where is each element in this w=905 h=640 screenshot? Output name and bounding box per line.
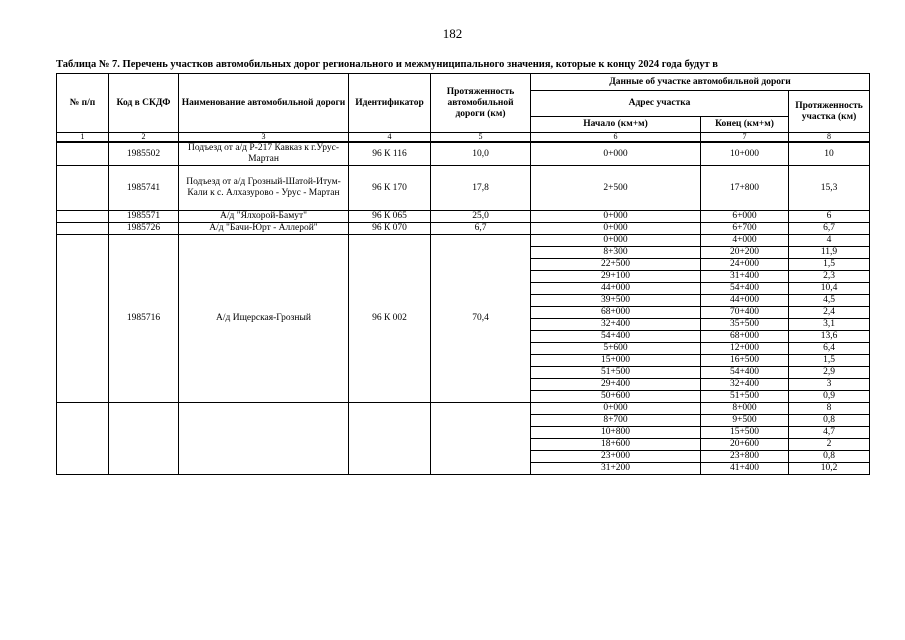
segment-length: 4: [789, 235, 870, 247]
table-row: [57, 166, 870, 211]
segment-start: 0+000: [531, 223, 701, 235]
segment-end: 12+000: [701, 343, 789, 355]
segment-end: 17+800: [701, 166, 789, 211]
table-title: Таблица № 7. Перечень участков автомобильных дорог регионального и межмуниципального значения, которые к концу 2024 года будут в: [56, 59, 718, 70]
segment-start: 68+000: [531, 307, 701, 319]
segment-end: 54+400: [701, 283, 789, 295]
segment-end: 32+400: [701, 379, 789, 391]
segment-start: 18+600: [531, 439, 701, 451]
roads-table: [56, 73, 870, 475]
segment-start: 5+600: [531, 343, 701, 355]
segment-end: 51+500: [701, 391, 789, 403]
segment-start: 0+000: [531, 235, 701, 247]
segment-end: 20+200: [701, 247, 789, 259]
segment-length: 4,7: [789, 427, 870, 439]
column-number: 1: [57, 133, 109, 143]
header-section-length: Протяженность участка (км): [789, 91, 870, 133]
road-identifier: 96 К 002: [349, 235, 431, 403]
header-section-data: Данные об участке автомобильной дороги: [531, 74, 870, 91]
column-number: 4: [349, 133, 431, 143]
column-number: 6: [531, 133, 701, 143]
segment-length: 0,8: [789, 451, 870, 463]
road-name: А/д "Бачи-Юрт - Аллерой": [179, 223, 349, 235]
segment-length: 10,4: [789, 283, 870, 295]
road-identifier: [349, 403, 431, 475]
segment-length: 3: [789, 379, 870, 391]
road-identifier: 96 К 065: [349, 211, 431, 223]
road-name: А/д Ищерская-Грозный: [179, 235, 349, 403]
segment-end: 70+400: [701, 307, 789, 319]
road-name: Подъезд от а/д Грозный-Шатой-Итум-Кали к с. Алхазурово - Урус - Мартан: [179, 166, 349, 211]
road-length: 17,8: [431, 166, 531, 211]
segment-end: 31+400: [701, 271, 789, 283]
segment-length: 0,8: [789, 415, 870, 427]
header-end: Конец (км+м): [701, 117, 789, 133]
road-code: 1985716: [109, 235, 179, 403]
segment-end: 20+600: [701, 439, 789, 451]
road-number: [57, 166, 109, 211]
header-no: № п/п: [57, 74, 109, 133]
column-number: 5: [431, 133, 531, 143]
road-number: [57, 211, 109, 223]
road-length: [431, 403, 531, 475]
segment-end: 15+500: [701, 427, 789, 439]
road-code: [109, 403, 179, 475]
road-length: 25,0: [431, 211, 531, 223]
road-name: А/д "Ялхорой-Бамут": [179, 211, 349, 223]
segment-length: 3,1: [789, 319, 870, 331]
header-road-name: Наименование автомобильной дороги: [179, 74, 349, 133]
header-identifier: Идентификатор: [349, 74, 431, 133]
road-name: [179, 403, 349, 475]
header-road-length: Протяженность автомобильной дороги (км): [431, 74, 531, 133]
table-row: [57, 142, 870, 166]
table-row: [57, 235, 870, 247]
segment-start: 23+000: [531, 451, 701, 463]
segment-end: 6+000: [701, 211, 789, 223]
segment-end: 44+000: [701, 295, 789, 307]
segment-length: 2,3: [789, 271, 870, 283]
table-row: [57, 211, 870, 223]
segment-end: 24+000: [701, 259, 789, 271]
road-identifier: 96 К 070: [349, 223, 431, 235]
segment-length: 11,9: [789, 247, 870, 259]
segment-end: 10+000: [701, 142, 789, 166]
column-number: 2: [109, 133, 179, 143]
road-number: [57, 142, 109, 166]
segment-start: 31+200: [531, 463, 701, 475]
segment-length: 15,3: [789, 166, 870, 211]
segment-start: 8+300: [531, 247, 701, 259]
segment-length: 4,5: [789, 295, 870, 307]
segment-start: 29+400: [531, 379, 701, 391]
table-row: [57, 223, 870, 235]
road-code: 1985726: [109, 223, 179, 235]
road-length: 70,4: [431, 235, 531, 403]
segment-length: 1,5: [789, 355, 870, 367]
segment-start: 10+800: [531, 427, 701, 439]
column-number: 7: [701, 133, 789, 143]
segment-end: 35+500: [701, 319, 789, 331]
segment-length: 6,4: [789, 343, 870, 355]
column-number: 3: [179, 133, 349, 143]
column-number: 8: [789, 133, 870, 143]
column-number-row: [57, 133, 870, 143]
table-body: [57, 142, 870, 475]
table-row: [57, 403, 870, 415]
segment-start: 50+600: [531, 391, 701, 403]
road-number: [57, 403, 109, 475]
road-code: 1985571: [109, 211, 179, 223]
segment-length: 6,7: [789, 223, 870, 235]
header-start: Начало (км+м): [531, 117, 701, 133]
segment-start: 0+000: [531, 403, 701, 415]
segment-length: 2,4: [789, 307, 870, 319]
segment-start: 32+400: [531, 319, 701, 331]
segment-length: 8: [789, 403, 870, 415]
segment-length: 13,6: [789, 331, 870, 343]
segment-start: 0+000: [531, 142, 701, 166]
road-code: 1985502: [109, 142, 179, 166]
road-length: 10,0: [431, 142, 531, 166]
header-code: Код в СКДФ: [109, 74, 179, 133]
segment-length: 2,9: [789, 367, 870, 379]
segment-length: 0,9: [789, 391, 870, 403]
page-number: 182: [442, 26, 463, 41]
segment-start: 39+500: [531, 295, 701, 307]
segment-end: 23+800: [701, 451, 789, 463]
segment-start: 8+700: [531, 415, 701, 427]
road-name: Подъезд от а/д Р-217 Кавказ к г.Урус-Мартан: [179, 142, 349, 166]
segment-start: 15+000: [531, 355, 701, 367]
segment-end: 8+000: [701, 403, 789, 415]
segment-start: 0+000: [531, 211, 701, 223]
segment-length: 6: [789, 211, 870, 223]
segment-end: 54+400: [701, 367, 789, 379]
road-identifier: 96 К 116: [349, 142, 431, 166]
segment-length: 10: [789, 142, 870, 166]
segment-start: 44+000: [531, 283, 701, 295]
segment-length: 10,2: [789, 463, 870, 475]
segment-end: 4+000: [701, 235, 789, 247]
segment-length: 2: [789, 439, 870, 451]
segment-length: 1,5: [789, 259, 870, 271]
segment-end: 9+500: [701, 415, 789, 427]
header-address: Адрес участка: [531, 91, 789, 117]
segment-start: 2+500: [531, 166, 701, 211]
road-length: 6,7: [431, 223, 531, 235]
segment-end: 16+500: [701, 355, 789, 367]
road-identifier: 96 К 170: [349, 166, 431, 211]
segment-start: 51+500: [531, 367, 701, 379]
road-number: [57, 235, 109, 403]
segment-end: 68+000: [701, 331, 789, 343]
road-number: [57, 223, 109, 235]
segment-end: 41+400: [701, 463, 789, 475]
segment-start: 29+100: [531, 271, 701, 283]
segment-start: 22+500: [531, 259, 701, 271]
road-code: 1985741: [109, 166, 179, 211]
segment-start: 54+400: [531, 331, 701, 343]
segment-end: 6+700: [701, 223, 789, 235]
